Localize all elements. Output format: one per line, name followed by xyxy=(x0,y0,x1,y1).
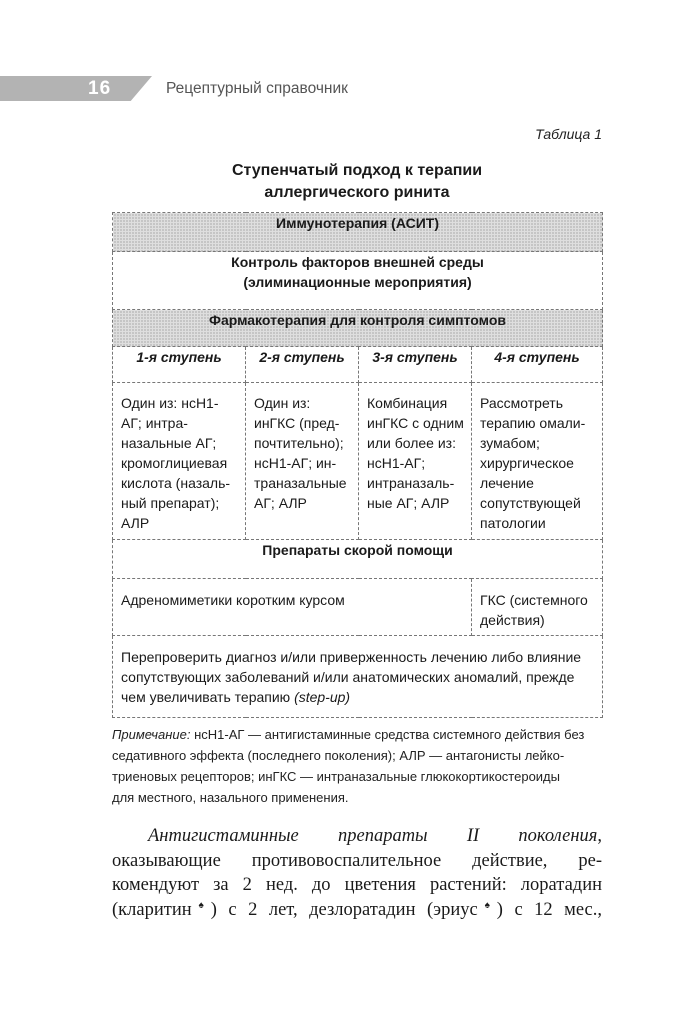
pharmacotherapy-row: Фармакотерапия для контроля симптомов xyxy=(113,310,603,347)
immunotherapy-row: Иммунотерапия (АСИТ) xyxy=(113,213,603,252)
trademark-icon: ♠ xyxy=(477,899,497,911)
step-3-content xyxy=(359,383,472,540)
step-3-line: ные АГ; АЛР xyxy=(367,495,450,511)
body-paragraph xyxy=(112,824,602,922)
rescue-right-line: ГКС (системного xyxy=(480,592,588,608)
note-line xyxy=(112,724,602,745)
step-3-line: или более из: xyxy=(367,435,456,451)
header-bar xyxy=(0,76,152,101)
step-up-term: (step-up) xyxy=(294,689,351,705)
body-line: комендуют за 2 нед. до цветения растений: лоратадин xyxy=(112,875,602,895)
table-label: Таблица 1 xyxy=(535,126,602,142)
note-first-text: нсН1-АГ — антигистаминные средства системного действия без xyxy=(190,727,585,742)
step-4-header: 4-я ступень xyxy=(472,347,603,383)
step-2-header: 2-я ступень xyxy=(246,347,359,383)
body-line4-c: ) с 12 мес., xyxy=(496,899,603,920)
step-2-line: нсН1-АГ; ин- xyxy=(254,455,337,471)
recheck-last-text: чем увеличивать терапию xyxy=(121,689,295,705)
step-3-line: Комбинация xyxy=(367,395,448,411)
body-line: оказывающие противовоспалительное действие, ре- xyxy=(112,850,602,871)
step-4-line: сопутствующей xyxy=(480,495,581,511)
step-4-line: хирургическое xyxy=(480,455,574,471)
rescue-medications-row: Препараты скорой помощи xyxy=(113,540,603,579)
step-1-content xyxy=(113,383,246,540)
recheck-line: сопутствующих заболеваний и/или анатомических аномалий, прежде xyxy=(121,669,575,685)
step-3-header: 3-я ступень xyxy=(359,347,472,383)
step-1-line: назальные АГ; xyxy=(121,435,217,451)
body-line4-b: ) с 2 лет, дезлоратадин (эриус xyxy=(210,899,478,920)
rescue-left-cell: Адреномиметики коротким курсом xyxy=(113,579,472,636)
recheck-row xyxy=(113,636,603,718)
trademark-icon: ♠ xyxy=(191,899,211,911)
note-line: седативного эффекта (последнего поколения); АЛР — антагонисты лейко- xyxy=(112,748,565,763)
body-line xyxy=(112,898,602,923)
step-4-line: патологии xyxy=(480,515,546,531)
step-3-line: инГКС с одним xyxy=(367,415,464,431)
running-title: Рецептурный справочник xyxy=(166,80,348,97)
table-title-line: Ступенчатый подход к терапии xyxy=(231,162,483,179)
table-title-line: аллергического ринита xyxy=(264,184,450,201)
step-2-content xyxy=(246,383,359,540)
step-2-line: почтительно); xyxy=(254,435,344,451)
body-line1-rest: , xyxy=(597,826,602,846)
step-4-line: терапию омали- xyxy=(480,415,586,431)
step-2-line: Один из: xyxy=(254,395,311,411)
step-1-line: кромоглициевая xyxy=(121,455,228,471)
therapy-steps-table xyxy=(112,212,603,718)
step-4-line: лечение xyxy=(480,475,534,491)
table-note xyxy=(112,724,602,808)
step-3-line: нсН1-АГ; xyxy=(367,455,426,471)
step-2-line: траназальные xyxy=(254,475,347,491)
step-1-line: АГ; интра- xyxy=(121,415,188,431)
italic-lead: Антигистаминные препараты II поколения xyxy=(148,826,598,846)
step-2-line: АГ; АЛР xyxy=(254,495,307,511)
note-line: триеновых рецепторов; инГКС — интраназальные глюкокортикостероиды xyxy=(112,769,560,784)
step-1-header: 1-я ступень xyxy=(113,347,246,383)
step-1-line: Один из: нсН1- xyxy=(121,395,219,411)
rescue-right-cell xyxy=(472,579,603,636)
environment-control-row xyxy=(113,252,603,310)
step-1-line: АЛР xyxy=(121,515,150,531)
step-4-line: зумабом; xyxy=(480,435,540,451)
step-4-line: Рассмотреть xyxy=(480,395,563,411)
environment-line: (элиминационные мероприятия) xyxy=(243,274,472,290)
rescue-right-line: действия) xyxy=(480,612,545,628)
recheck-line xyxy=(121,687,594,707)
step-2-line: инГКС (пред- xyxy=(254,415,340,431)
note-line: для местного, назального применения. xyxy=(112,790,349,805)
step-4-content xyxy=(472,383,603,540)
page-number: 16 xyxy=(88,78,112,99)
body-line4-a: (кларитин xyxy=(112,899,192,920)
note-label: Примечание: xyxy=(112,727,191,742)
recheck-line: Перепроверить диагноз и/или приверженность лечению либо влияние xyxy=(121,649,582,665)
body-line xyxy=(112,824,602,849)
step-1-line: кислота (назаль- xyxy=(121,475,231,491)
step-3-line: интраназаль- xyxy=(367,475,455,491)
environment-line: Контроль факторов внешней среды xyxy=(231,254,484,270)
table-title xyxy=(112,160,602,204)
step-1-line: ный препарат); xyxy=(121,495,220,511)
